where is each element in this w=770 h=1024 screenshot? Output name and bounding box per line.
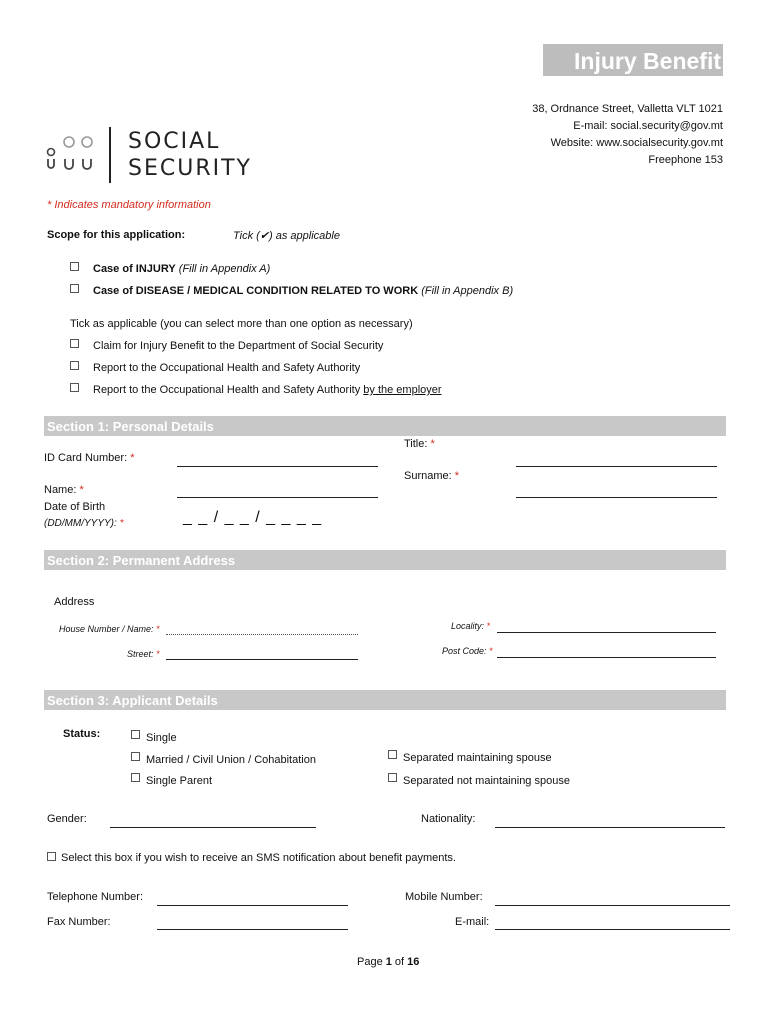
- telephone-label: Telephone Number:: [47, 891, 144, 903]
- gender-label: Gender:: [47, 813, 87, 825]
- surname-input[interactable]: [516, 483, 717, 497]
- contact-address: 38, Ordnance Street, Valletta VLT 1021: [532, 103, 723, 115]
- street-label: Street: *: [127, 649, 160, 659]
- surname-line: [516, 497, 717, 498]
- nationality-input[interactable]: [495, 813, 725, 827]
- surname-label: Surname: *: [404, 470, 460, 482]
- locality-input[interactable]: [497, 618, 716, 632]
- section-personal-details-header: Section 1: Personal Details: [44, 416, 726, 436]
- section-permanent-address-header: Section 2: Permanent Address: [44, 550, 726, 570]
- mobile-input[interactable]: [495, 891, 730, 905]
- mobile-label: Mobile Number:: [405, 891, 483, 903]
- locality-label: Locality: *: [451, 621, 491, 631]
- sms-checkbox[interactable]: [47, 852, 56, 861]
- telephone-input[interactable]: [157, 891, 348, 905]
- house-input[interactable]: [166, 620, 358, 634]
- logo-divider: [109, 127, 111, 183]
- title-label: Title: *: [404, 438, 435, 450]
- id-card-input[interactable]: [177, 452, 378, 466]
- gender-input[interactable]: [110, 813, 316, 827]
- id-card-line: [177, 466, 378, 467]
- status-single-parent-checkbox[interactable]: [131, 773, 140, 782]
- street-input[interactable]: [166, 645, 358, 659]
- dob-label: Date of Birth: [44, 501, 106, 513]
- nationality-line: [495, 827, 725, 828]
- tick-note: Tick as applicable (you can select more than one option as necessary): [70, 318, 413, 330]
- social-security-logo-icon: [46, 134, 98, 174]
- status-sep-not-maintaining-checkbox[interactable]: [388, 773, 397, 782]
- sms-label: Select this box if you wish to receive an SMS notification about benefit payments.: [61, 852, 456, 864]
- name-input[interactable]: [177, 483, 378, 497]
- fax-label: Fax Number:: [47, 916, 111, 928]
- status-sep-not-maintaining-label: Separated not maintaining spouse: [403, 775, 570, 787]
- contact-email: E-mail: social.security@gov.mt: [573, 120, 723, 132]
- nationality-label: Nationality:: [421, 813, 476, 825]
- scope-injury-checkbox[interactable]: [70, 262, 79, 271]
- report-ohsa-employer-checkbox[interactable]: [70, 383, 79, 392]
- title-input[interactable]: [516, 452, 717, 466]
- section-applicant-details-header: Section 3: Applicant Details: [44, 690, 726, 710]
- scope-hint: Tick (✔) as applicable: [233, 230, 340, 242]
- fax-input[interactable]: [157, 915, 348, 929]
- fax-line: [157, 929, 348, 930]
- status-married-label: Married / Civil Union / Cohabitation: [146, 754, 316, 766]
- status-sep-maintaining-label: Separated maintaining spouse: [403, 752, 552, 764]
- page-number: Page 1 of 16: [357, 956, 420, 968]
- title-line: [516, 466, 717, 467]
- scope-disease-label: Case of DISEASE / MEDICAL CONDITION RELATED TO WORK (Fill in Appendix B): [93, 285, 514, 297]
- claim-benefit-label: Claim for Injury Benefit to the Department of Social Security: [93, 340, 384, 352]
- house-line: [166, 634, 358, 635]
- logo-text-security: SECURITY: [128, 156, 252, 181]
- status-single-parent-label: Single Parent: [146, 775, 213, 787]
- postcode-line: [497, 657, 716, 658]
- telephone-line: [157, 905, 348, 906]
- report-ohsa-employer-label: Report to the Occupational Health and Safety Authority by the employer: [93, 384, 442, 396]
- email-input[interactable]: [495, 915, 730, 929]
- postcode-label: Post Code: *: [442, 646, 493, 656]
- status-sep-maintaining-checkbox[interactable]: [388, 750, 397, 759]
- house-label: House Number / Name: *: [59, 624, 160, 634]
- dob-input[interactable]: _ _ / _ _ / _ _ _ _: [183, 509, 323, 526]
- logo-text-social: SOCIAL: [128, 129, 221, 154]
- scope-injury-label: Case of INJURY (Fill in Appendix A): [93, 263, 271, 275]
- locality-line: [497, 632, 716, 633]
- scope-label: Scope for this application:: [47, 229, 186, 241]
- report-ohsa-checkbox[interactable]: [70, 361, 79, 370]
- email-label: E-mail:: [455, 916, 490, 928]
- document-title: Injury Benefit: [543, 44, 723, 76]
- status-label: Status:: [63, 728, 101, 740]
- email-line: [495, 929, 730, 930]
- postcode-input[interactable]: [497, 643, 716, 657]
- report-ohsa-label: Report to the Occupational Health and Safety Authority: [93, 362, 361, 374]
- status-single-checkbox[interactable]: [131, 730, 140, 739]
- name-line: [177, 497, 378, 498]
- dob-format-label: (DD/MM/YYYY): *: [44, 518, 124, 529]
- mobile-line: [495, 905, 730, 906]
- name-label: Name: *: [44, 484, 84, 496]
- id-card-label: ID Card Number: *: [44, 452, 135, 464]
- street-line: [166, 659, 358, 660]
- claim-benefit-checkbox[interactable]: [70, 339, 79, 348]
- contact-website: Website: www.socialsecurity.gov.mt: [550, 137, 723, 149]
- gender-line: [110, 827, 316, 828]
- status-single-label: Single: [146, 732, 177, 744]
- scope-disease-checkbox[interactable]: [70, 284, 79, 293]
- contact-freephone: Freephone 153: [648, 154, 723, 166]
- mandatory-note: * Indicates mandatory information: [47, 199, 211, 211]
- address-label: Address: [54, 596, 95, 608]
- status-married-checkbox[interactable]: [131, 752, 140, 761]
